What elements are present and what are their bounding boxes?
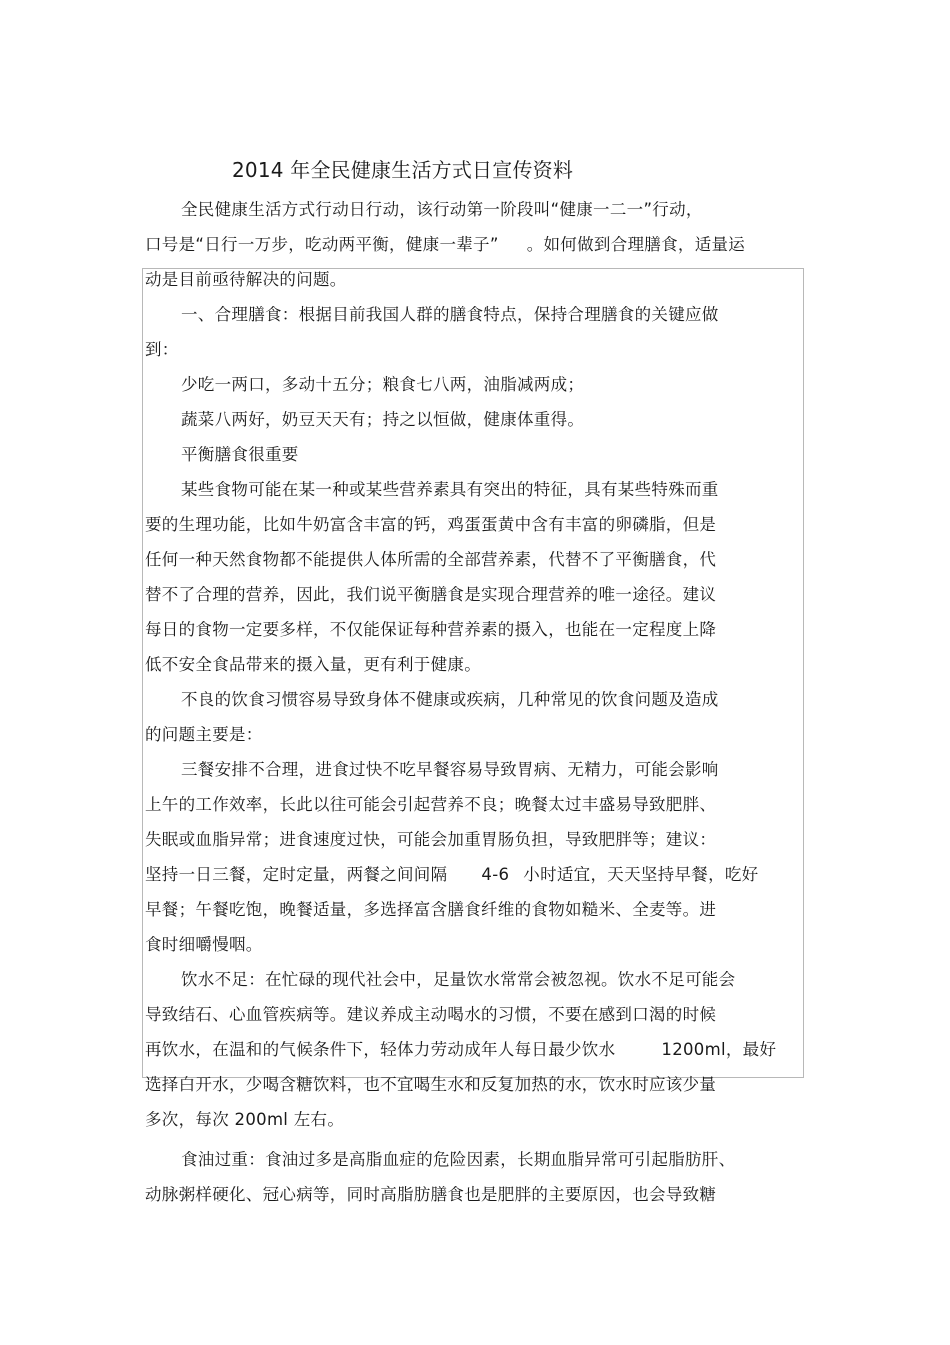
paragraph-line bbox=[145, 1038, 776, 1062]
paragraph-line: 食油过重：食油过多是高脂血症的危险因素，长期血脂异常可引起脂肪肝、 bbox=[181, 1150, 736, 1169]
paragraph-line bbox=[145, 233, 745, 257]
paragraph-line: 饮水不足：在忙碌的现代社会中，足量饮水常常会被忽视。饮水不足可能会 bbox=[181, 970, 736, 989]
paragraph-line: 食时细嚼慢咽。 bbox=[145, 935, 263, 954]
paragraph-line: 动脉粥样硬化、冠心病等，同时高脂肪膳食也是肥胖的主要原因，也会导致糖 bbox=[145, 1185, 717, 1204]
paragraph-line: 多次，每次 200ml 左右。 bbox=[145, 1110, 345, 1129]
section-heading-line: 一、合理膳食：根据目前我国人群的膳食特点，保持合理膳食的关键应做 bbox=[181, 305, 719, 324]
water-amount-value: 1200ml，最好 bbox=[661, 1040, 777, 1059]
paragraph-line: 到： bbox=[145, 340, 179, 359]
line-segment: 再饮水，在温和的气候条件下，轻体力劳动成年人每日最少饮水 bbox=[145, 1040, 616, 1059]
slogan-text: 口号是“日行一万步，吃动两平衡，健康一辈子” bbox=[145, 235, 499, 254]
paragraph-line bbox=[145, 863, 758, 887]
line-segment: 小时适宜，天天坚持早餐，吃好 bbox=[523, 865, 759, 884]
paragraph-line: 动是目前亟待解决的问题。 bbox=[145, 270, 347, 289]
paragraph-line: 某些食物可能在某一种或某些营养素具有突出的特征，具有某些特殊而重 bbox=[181, 480, 719, 499]
paragraph-line: 的问题主要是： bbox=[145, 725, 263, 744]
paragraph-line: 失眠或血脂异常；进食速度过快，可能会加重胃肠负担，导致肥胖等；建议： bbox=[145, 830, 717, 849]
paragraph-line: 上午的工作效率，长此以往可能会引起营养不良；晚餐太过丰盛易导致肥胖、 bbox=[145, 795, 717, 814]
paragraph-line: 导致结石、心血管疾病等。建议养成主动喝水的习惯，不要在感到口渴的时候 bbox=[145, 1005, 717, 1024]
paragraph-line: 三餐安排不合理，进食过快不吃早餐容易导致胃病、无精力，可能会影响 bbox=[181, 760, 719, 779]
paragraph-line: 每日的食物一定要多样，不仅能保证每种营养素的摄入，也能在一定程度上降 bbox=[145, 620, 717, 639]
line-segment: 坚持一日三餐，定时定量，两餐之间间隔 bbox=[145, 865, 448, 884]
line-continuation: 。如何做到合理膳食，适量运 bbox=[526, 235, 746, 254]
paragraph-line: 少吃一两口，多动十五分；粮食七八两，油脂减两成； bbox=[181, 375, 585, 394]
paragraph-line: 替不了合理的营养，因此，我们说平衡膳食是实现合理营养的唯一途径。建议 bbox=[145, 585, 717, 604]
paragraph-line: 低不安全食品带来的摄入量，更有利于健康。 bbox=[145, 655, 481, 674]
paragraph-line: 早餐；午餐吃饱，晚餐适量，多选择富含膳食纤维的食物如糙米、全麦等。进 bbox=[145, 900, 717, 919]
paragraph-line: 要的生理功能，比如牛奶富含丰富的钙，鸡蛋蛋黄中含有丰富的卵磷脂，但是 bbox=[145, 515, 717, 534]
subheading-line: 平衡膳食很重要 bbox=[181, 445, 299, 464]
paragraph-line: 任何一种天然食物都不能提供人体所需的全部营养素，代替不了平衡膳食，代 bbox=[145, 550, 717, 569]
interval-value: 4-6 bbox=[481, 865, 510, 884]
document-title: 2014 年全民健康生活方式日宣传资料 bbox=[232, 158, 574, 182]
paragraph-line: 不良的饮食习惯容易导致身体不健康或疾病，几种常见的饮食问题及造成 bbox=[181, 690, 719, 709]
paragraph-line: 选择白开水，少喝含糖饮料，也不宜喝生水和反复加热的水，饮水时应该少量 bbox=[145, 1075, 717, 1094]
paragraph-line: 全民健康生活方式行动日行动，该行动第一阶段叫“健康一二一”行动， bbox=[181, 200, 703, 219]
paragraph-line: 蔬菜八两好，奶豆天天有；持之以恒做，健康体重得。 bbox=[181, 410, 585, 429]
